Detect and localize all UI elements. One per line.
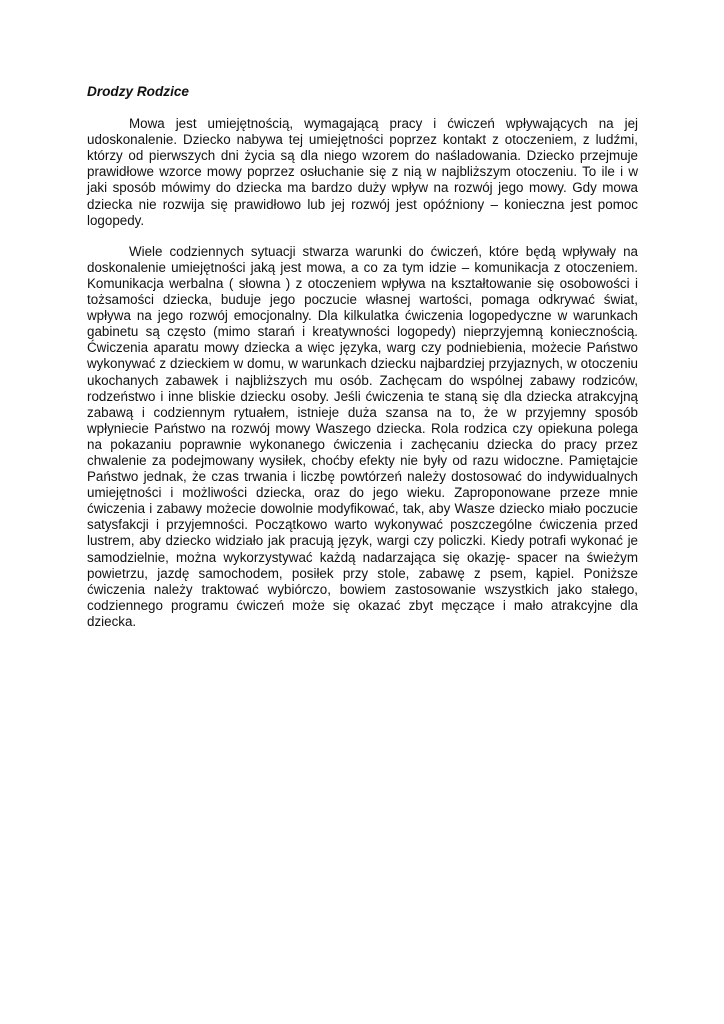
paragraph-intro: Mowa jest umiejętnością, wymagającą pracy i ćwiczeń wpływających na jej udoskonalenie. Dziecko nabywa tej umiejętności poprzez kontakt z otoczeniem, z ludźmi, którzy od pierwszych dni życia są dla niego wzorem do naśladowania. Dziecko przejmuje prawidłowe wzorce mowy poprzez osłuchanie się z nią w najbliższym otoczeniu. To ile i w jaki sposób mówimy do dziecka ma bardzo duży wpływ na rozwój jego mowy. Gdy mowa dziecka nie rozwija się prawidłowo lub jej rozwój jest opóźniony – konieczna jest pomoc logopedy.	[87, 116, 638, 228]
paragraph-exercises: Wiele codziennych sytuacji stwarza warunki do ćwiczeń, które będą wpływały na doskonalenie umiejętności jaką jest mowa, a co za tym idzie – komunikacja z otoczeniem. Komunikacja werbalna ( słowna ) z otoczeniem wpływa na kształtowanie się osobowości i tożsamości dziecka, buduje jego poczucie własnej wartości, pomaga odkrywać świat, wpływa na jego rozwój emocjonalny. Dla kilkulatka ćwiczenia logopedyczne w warunkach gabinetu są często (mimo starań i kreatywności logopedy) nieprzyjemną koniecznością. Ćwiczenia aparatu mowy dziecka a więc języka, warg czy podniebienia, możecie Państwo wykonywać z dzieckiem w domu, w warunkach dziecku najbardziej przyjaznych, w otoczeniu ukochanych zabawek i najbliższych mu osób. Zachęcam do wspólnej zabawy rodziców, rodzeństwo i inne bliskie dziecku osoby. Jeśli ćwiczenia te staną się dla dziecka atrakcyjną zabawą i codziennym rytuałem, istnieje duża szansa na to, że w przyjemny sposób wpłyniecie Państwo na rozwój mowy Waszego dziecka. Rola rodzica czy opiekuna polega na pokazaniu poprawnie wykonanego ćwiczenia i zachęcaniu dziecka do pracy przez chwalenie za podejmowany wysiłek, choćby efekty nie były od razu widoczne. Pamiętajcie Państwo jednak, że czas trwania i liczbę powtórzeń należy dostosować do indywidualnych umiejętności i możliwości dziecka, oraz do jego wieku. Zaproponowane przeze mnie ćwiczenia i zabawy możecie dowolnie modyfikować, tak, aby Wasze dziecko miało poczucie satysfakcji i przyjemności. Początkowo warto wykonywać poszczególne ćwiczenia przed lustrem, aby dziecko widziało jak pracują język, wargi czy policzki. Kiedy potrafi wykonać je samodzielnie, można wykorzystywać każdą nadarzająca się okazję- spacer na świeżym powietrzu, jazdę samochodem, posiłek przy stole, zabawę z psem, kąpiel. Poniższe ćwiczenia należy traktować wybiórczo, bowiem zastosowanie wszystkich jako stałego, codziennego programu ćwiczeń może się okazać zbyt męczące i mało atrakcyjne dla dziecka.	[87, 243, 638, 629]
document-title: Drodzy Rodzice	[87, 84, 189, 99]
document-body	[87, 84, 638, 630]
